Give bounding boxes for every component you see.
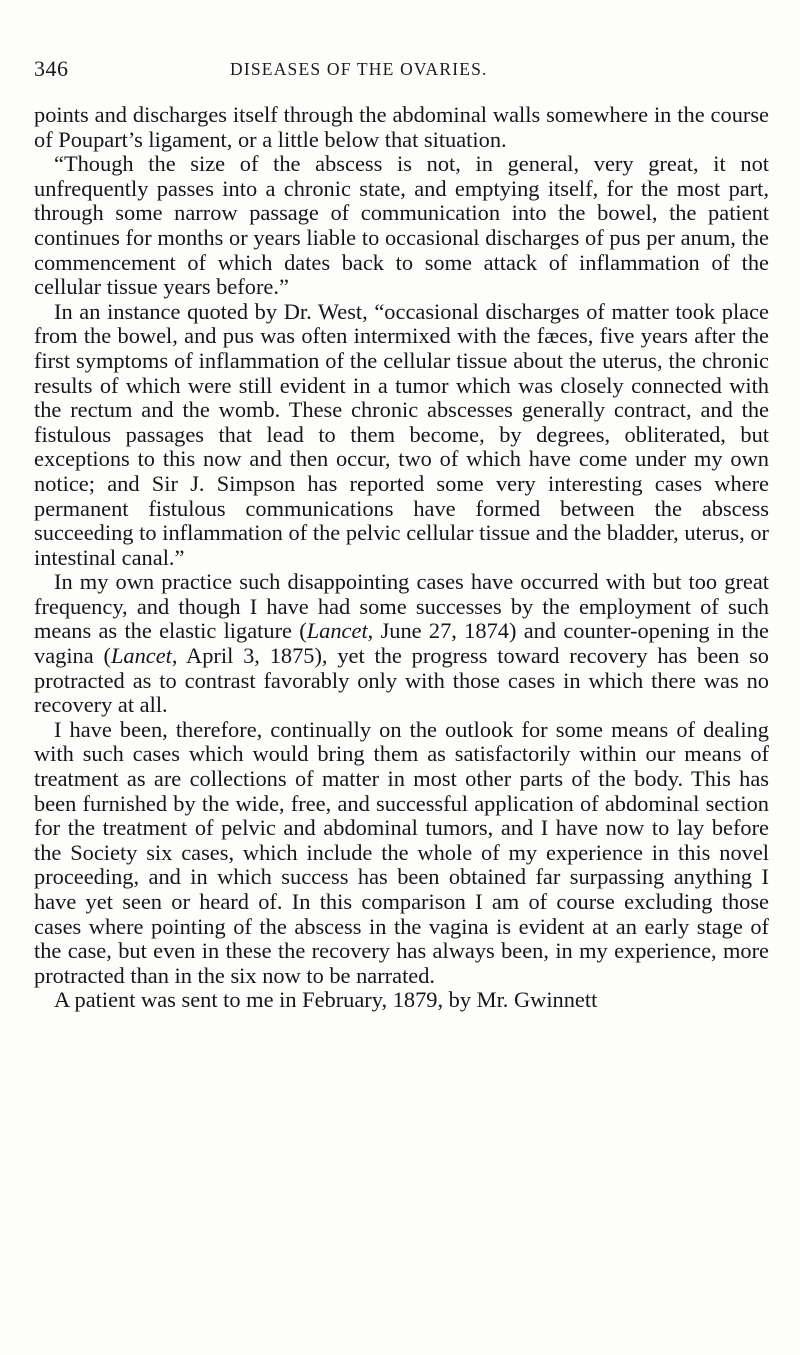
paragraph-4-part-3: , April 3, 1875), yet the progress toward recovery has been so protracted as to contrast favorably only with those cases in which there was no recovery at all. (34, 643, 769, 718)
paragraph-4-part-2: , June 27, 1874) and counter-opening in the vagina ( (34, 618, 769, 669)
paragraph-5: I have been, therefore, continually on the outlook for some means of dealing with such cases which would bring them as satisfactorily within our means of treatment as are collections of matter in most other parts of the body. This has been furnished by the wide, free, and successful application of abdominal section for the treatment of pelvic and abdominal tumors, and I have now to lay before the Society six cases, which include the whole of my experience in this novel proceeding, and in which success has been obtained far surpassing anything I have yet seen or heard of. In this comparison I am of course excluding those cases where pointing of the abscess in the vagina is evident at an early stage of the case, but even in these the recovery has always been, in my experience, more protracted than in the six now to be narrated. (34, 716, 769, 988)
paragraph-3: In an instance quoted by Dr. West, “occasional discharges of matter took place from the bowel, and pus was often intermixed with the fæces, five years after the first symptoms of inflammation of the cellular tissue about the uterus, the chronic results of which were still evident in a tumor which was closely connected with the rectum and the womb. These chronic abscesses generally contract, and the fistulous passages that lead to them become, by degrees, obliterated, but exceptions to this now and then occur, two of which have come under my own notice; and Sir J. Simpson has reported some very interesting cases where permanent fistulous communications have formed between the abscess succeeding to inflammation of the pelvic cellular tissue and the bladder, uterus, or intestinal canal.” (34, 298, 769, 570)
paragraph-2: “Though the size of the abscess is not, in general, very great, it not unfrequently passes into a chronic state, and emptying itself, for the most part, through some narrow passage of communication into the bowel, the patient continues for months or years liable to occasional discharges of pus per anum, the commencement of which dates back to some attack of inflammation of the cellular tissue years before.” (34, 151, 769, 300)
journal-title-lancet-2: Lancet (110, 643, 172, 669)
running-title: DISEASES OF THE OVARIES. (230, 59, 488, 79)
paragraph-4-part-1: In my own practice such disappointing cases have occurred with but too great frequency, and though I have had some successes by the employment of such means as the elastic ligature ( (34, 569, 769, 644)
page-number: 346 (34, 56, 69, 81)
journal-title-lancet-1: Lancet (306, 618, 368, 644)
body-text (34, 103, 769, 1013)
running-head (34, 56, 734, 86)
paragraph-6: A patient was sent to me in February, 1879, by Mr. Gwinnett (54, 987, 598, 1013)
paragraph-4 (34, 570, 769, 718)
paragraph-1: points and discharges itself through the abdominal walls somewhere in the course of Poupart’s ligament, or a little below that situation. (34, 102, 769, 152)
